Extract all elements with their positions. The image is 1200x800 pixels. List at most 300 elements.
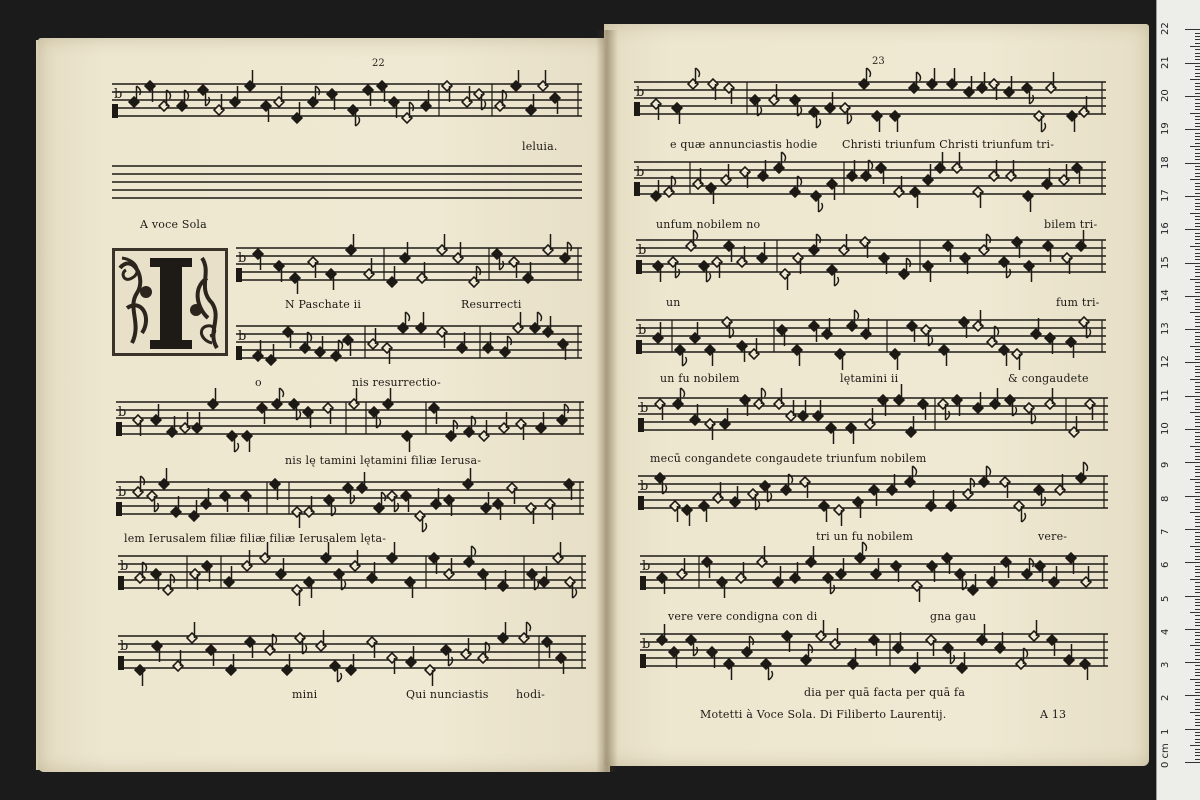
note-head (402, 431, 412, 441)
ruler-tick (1195, 156, 1200, 157)
note-head (1049, 577, 1059, 587)
note-head (387, 491, 397, 501)
ruler-tick (1195, 219, 1200, 220)
ruler-number: 13 (1160, 322, 1171, 336)
ruler-tick (1195, 169, 1200, 170)
note-head (834, 505, 844, 515)
ruler-tick (1195, 316, 1200, 317)
note-head (1042, 179, 1052, 189)
ruler-tick (1195, 402, 1200, 403)
note-head (308, 97, 318, 107)
note-head (387, 277, 397, 287)
ruler-tick (1195, 655, 1200, 656)
ruler-number: 1 (1160, 728, 1171, 735)
note-head (1024, 261, 1034, 271)
clef-sign: b (642, 559, 651, 574)
ruler-tick (1195, 206, 1200, 207)
note-head (686, 635, 696, 645)
ruler-tick (1195, 559, 1200, 560)
note-head (890, 349, 900, 359)
note-head (300, 343, 310, 353)
note-head (923, 261, 933, 271)
note-head (990, 399, 1000, 409)
ruler-tick (1195, 339, 1200, 340)
ruler-tick (1195, 602, 1200, 603)
note-head (406, 657, 416, 667)
note-head (964, 87, 974, 97)
note-head (655, 399, 665, 409)
note-head (730, 497, 740, 507)
footer-title: Motetti à Voce Sola. Di Filiberto Laurentij. (700, 708, 947, 721)
ruler-tick (1195, 422, 1200, 423)
note-head (292, 585, 302, 595)
note-head (276, 569, 286, 579)
note-head (316, 641, 326, 651)
note-head (437, 327, 447, 337)
ruler-tick (1195, 672, 1200, 673)
clef-mark (118, 576, 124, 590)
note-head (437, 245, 447, 255)
ruler-tick (1195, 126, 1200, 127)
ruler-tick (1195, 336, 1200, 337)
ruler-tick (1195, 486, 1200, 487)
note-head (308, 257, 318, 267)
ruler-tick (1195, 399, 1200, 400)
note-head (462, 97, 472, 107)
note-head (1079, 317, 1089, 327)
note-head (421, 101, 431, 111)
note-head (769, 95, 779, 105)
note-head (261, 101, 271, 111)
clef-mark (236, 346, 242, 360)
note-head (912, 581, 922, 591)
ruler-tick (1185, 129, 1200, 130)
note-head (417, 273, 427, 283)
ruler-tick (1195, 509, 1200, 510)
ruler-tick (1195, 586, 1200, 587)
note-head (1047, 635, 1057, 645)
note-head (457, 343, 467, 353)
note-head (926, 501, 936, 511)
ruler-tick (1195, 109, 1200, 110)
note-head (266, 355, 276, 365)
note-head (398, 323, 408, 333)
note-head (664, 187, 674, 197)
note-head (152, 641, 162, 651)
ruler-tick (1195, 286, 1200, 287)
note-head (690, 415, 700, 425)
ruler-tick (1195, 269, 1200, 270)
note-head (492, 249, 502, 259)
ruler-number: 3 (1160, 661, 1171, 669)
ruler-tick (1195, 249, 1200, 250)
right-lyric: vere vere condigna con di (668, 610, 818, 623)
ruler-tick (1195, 69, 1200, 70)
note-head (499, 423, 509, 433)
note-head (327, 89, 337, 99)
note-head (748, 489, 758, 499)
clef-mark (116, 422, 122, 436)
ruler-tick (1190, 113, 1200, 114)
note-head (135, 573, 145, 583)
ruler-tick (1195, 239, 1200, 240)
note-head (543, 327, 553, 337)
ruler-tick (1195, 189, 1200, 190)
ruler-tick (1195, 203, 1200, 204)
note-head (516, 419, 526, 429)
note-head (272, 399, 282, 409)
note-head (416, 323, 426, 333)
note-head (177, 101, 187, 111)
ruler-tick (1195, 89, 1200, 90)
ruler-tick (1195, 342, 1200, 343)
note-head (159, 101, 169, 111)
left-lyric: Qui nunciastis (406, 688, 489, 701)
note-head (1004, 87, 1014, 97)
ruler-tick (1185, 729, 1200, 730)
note-head (839, 245, 849, 255)
signature-mark: A 13 (1040, 708, 1067, 721)
note-head (425, 665, 435, 675)
note-head (1076, 473, 1086, 483)
note-head (809, 107, 819, 117)
ruler-tick (1195, 675, 1200, 676)
note-head (558, 339, 568, 349)
ruler-tick (1195, 139, 1200, 140)
ruler-tick (1185, 96, 1200, 97)
note-head (737, 257, 747, 267)
note-head (910, 187, 920, 197)
note-head (1043, 241, 1053, 251)
ruler-tick (1195, 199, 1200, 200)
ruler-tick (1195, 705, 1200, 706)
ruler-tick (1195, 149, 1200, 150)
ruler-tick (1190, 379, 1200, 380)
note-head (507, 483, 517, 493)
ruler-tick (1195, 615, 1200, 616)
note-head (859, 79, 869, 89)
ruler-tick (1190, 179, 1200, 180)
right-lyric: unfum nobilem no (656, 218, 761, 231)
ruler-tick (1195, 652, 1200, 653)
note-head (705, 345, 715, 355)
note-head (346, 665, 356, 675)
note-head (242, 431, 252, 441)
note-head (369, 407, 379, 417)
note-head (556, 653, 566, 663)
ruler-tick (1195, 582, 1200, 583)
ruler-tick (1195, 66, 1200, 67)
left-lyric: Resurrecti (461, 298, 522, 311)
note-head (750, 95, 760, 105)
note-head (1064, 655, 1074, 665)
note-head (214, 105, 224, 115)
ruler-tick (1195, 449, 1200, 450)
note-head (973, 187, 983, 197)
note-head (509, 257, 519, 267)
note-head (876, 163, 886, 173)
ruler-tick (1195, 53, 1200, 54)
note-head (836, 569, 846, 579)
note-head (274, 97, 284, 107)
note-head (792, 345, 802, 355)
note-head (401, 491, 411, 501)
right-page-number: 23 (872, 56, 885, 67)
note-head (560, 253, 570, 263)
note-head (389, 97, 399, 107)
note-head (1045, 333, 1055, 343)
note-head (167, 427, 177, 437)
note-head (736, 573, 746, 583)
ruler-tick (1185, 29, 1200, 30)
note-head (899, 269, 909, 279)
ruler-tick (1195, 386, 1200, 387)
note-head (713, 493, 723, 503)
note-head (539, 577, 549, 587)
note-head (989, 171, 999, 181)
clef-sign: b (642, 637, 651, 652)
ruler-tick (1195, 709, 1200, 710)
ruler-tick (1195, 223, 1200, 224)
note-head (894, 395, 904, 405)
clef-sign: b (640, 401, 649, 416)
note-head (382, 343, 392, 353)
ruler-tick (1195, 685, 1200, 686)
note-head (840, 103, 850, 113)
note-head (672, 103, 682, 113)
right-lyric: dia per quā facta per quā fa (804, 686, 966, 699)
ruler-tick (1195, 59, 1200, 60)
ruler-tick (1195, 349, 1200, 350)
note-head (682, 505, 692, 515)
note-head (935, 163, 945, 173)
note-head (879, 253, 889, 263)
note-head (907, 321, 917, 331)
ruler-tick (1195, 209, 1200, 210)
clef-sign: b (238, 251, 247, 266)
note-head (1034, 111, 1044, 121)
ruler-tick (1190, 612, 1200, 613)
ruler-tick (1195, 499, 1200, 500)
ruler-tick (1195, 309, 1200, 310)
note-head (1062, 253, 1072, 263)
ruler-number: 22 (1160, 22, 1171, 36)
ruler-number: 9 (1160, 461, 1171, 469)
note-head (847, 321, 857, 331)
ruler-tick (1195, 93, 1200, 94)
ruler-tick (1190, 546, 1200, 547)
note-head (387, 553, 397, 563)
ruler-tick (1195, 49, 1200, 50)
ruler-tick (1195, 689, 1200, 690)
ruler-tick (1195, 409, 1200, 410)
note-head (1012, 237, 1022, 247)
note-head (860, 237, 870, 247)
note-head (653, 261, 663, 271)
ruler-tick (1195, 542, 1200, 543)
note-head (758, 171, 768, 181)
ruler-number: 20 (1160, 89, 1171, 102)
note-head (274, 261, 284, 271)
ruler-tick (1195, 702, 1200, 703)
note-head (295, 633, 305, 643)
clef-sign: b (118, 485, 127, 500)
right-lyric: fum tri- (1056, 296, 1100, 309)
note-head (809, 321, 819, 331)
ruler-tick (1195, 725, 1200, 726)
note-head (947, 79, 957, 89)
ruler-tick (1195, 382, 1200, 383)
ruler-tick (1195, 276, 1200, 277)
note-head (827, 265, 837, 275)
ruler-tick (1195, 619, 1200, 620)
note-head (463, 479, 473, 489)
note-head (835, 349, 845, 359)
note-head (129, 97, 139, 107)
note-head (230, 97, 240, 107)
right-lyric: Christi triunfum Christi triunfum tri- (842, 138, 1055, 151)
note-head (1085, 399, 1095, 409)
ruler-tick (1195, 76, 1200, 77)
ruler-tick (1195, 183, 1200, 184)
note-head (545, 499, 555, 509)
note-head (367, 637, 377, 647)
ruler-tick (1195, 416, 1200, 417)
note-head (478, 653, 488, 663)
ruler-tick (1195, 419, 1200, 420)
note-head (977, 635, 987, 645)
clef-mark (634, 182, 640, 196)
note-head (349, 399, 359, 409)
note-head (686, 241, 696, 251)
ruler-tick (1185, 629, 1200, 630)
note-head (798, 411, 808, 421)
note-head (1045, 399, 1055, 409)
note-head (498, 581, 508, 591)
note-head (201, 499, 211, 509)
clef-mark (236, 268, 242, 282)
ruler-tick (1195, 755, 1200, 756)
note-head (481, 503, 491, 513)
ruler-tick (1195, 599, 1200, 600)
right-lyric: un fu nobilem (660, 372, 740, 385)
ruler-number: 18 (1160, 155, 1171, 169)
note-head (651, 99, 661, 109)
note-head (1081, 577, 1091, 587)
ruler-tick (1195, 359, 1200, 360)
note-head (973, 321, 983, 331)
note-head (374, 503, 384, 513)
note-head (724, 659, 734, 669)
note-head (145, 81, 155, 91)
note-head (387, 653, 397, 663)
ruler-tick (1195, 352, 1200, 353)
ruler-tick (1195, 549, 1200, 550)
ruler-tick (1195, 639, 1200, 640)
note-head (675, 345, 685, 355)
ruler-tick (1195, 272, 1200, 273)
note-head (826, 423, 836, 433)
note-head (742, 647, 752, 657)
ruler-tick (1195, 456, 1200, 457)
ruler-tick (1195, 472, 1200, 473)
ruler-tick (1190, 712, 1200, 713)
ruler-tick (1195, 622, 1200, 623)
right-lyric: vere- (1038, 530, 1068, 543)
note-head (1046, 83, 1056, 93)
note-head (702, 557, 712, 567)
ruler-tick (1185, 695, 1200, 696)
note-head (498, 633, 508, 643)
ruler-tick (1195, 103, 1200, 104)
right-lyric: e quæ annunciastis hodie (670, 138, 818, 151)
note-head (781, 485, 791, 495)
note-head (133, 487, 143, 497)
ruler-tick (1195, 389, 1200, 390)
note-head (960, 253, 970, 263)
note-head (780, 269, 790, 279)
ruler-number: 8 (1160, 495, 1171, 502)
clef-sign: b (636, 165, 645, 180)
note-head (1080, 659, 1090, 669)
note-head (530, 323, 540, 333)
note-head (757, 557, 767, 567)
piece-heading: A voce Sola (140, 218, 207, 231)
note-head (220, 491, 230, 501)
ruler-tick (1195, 635, 1200, 636)
note-head (890, 111, 900, 121)
ruler-tick (1195, 319, 1200, 320)
note-head (357, 483, 367, 493)
note-head (1000, 477, 1010, 487)
ruler-tick (1195, 216, 1200, 217)
ruler-tick (1195, 136, 1200, 137)
note-head (526, 503, 536, 513)
note-head (853, 497, 863, 507)
ruler-tick (1185, 396, 1200, 397)
note-head (135, 665, 145, 675)
note-head (923, 175, 933, 185)
ruler-tick (1195, 356, 1200, 357)
ruler-tick (1195, 193, 1200, 194)
ruler-tick (1195, 376, 1200, 377)
note-head (699, 261, 709, 271)
ruler-tick (1185, 496, 1200, 497)
ruler-tick (1185, 529, 1200, 530)
note-head (511, 81, 521, 91)
ruler-tick (1185, 296, 1200, 297)
ruler-number: 12 (1160, 355, 1171, 369)
note-head (793, 253, 803, 263)
note-head (367, 573, 377, 583)
ruler-tick (1195, 123, 1200, 124)
note-head (290, 273, 300, 283)
ruler-number: 5 (1160, 595, 1171, 602)
ruler-tick (1195, 536, 1200, 537)
note-head (721, 175, 731, 185)
ruler-tick (1190, 246, 1200, 247)
note-head (242, 561, 252, 571)
clef-mark (636, 340, 642, 354)
right-lyric: tri un fu nobilem (816, 530, 914, 543)
clef-sign: b (638, 243, 647, 258)
note-head (809, 245, 819, 255)
note-head (669, 647, 679, 657)
ruler-number: 2 (1160, 695, 1171, 702)
ruler-tick (1185, 362, 1200, 363)
note-head (133, 415, 143, 425)
ruler-tick (1185, 662, 1200, 663)
